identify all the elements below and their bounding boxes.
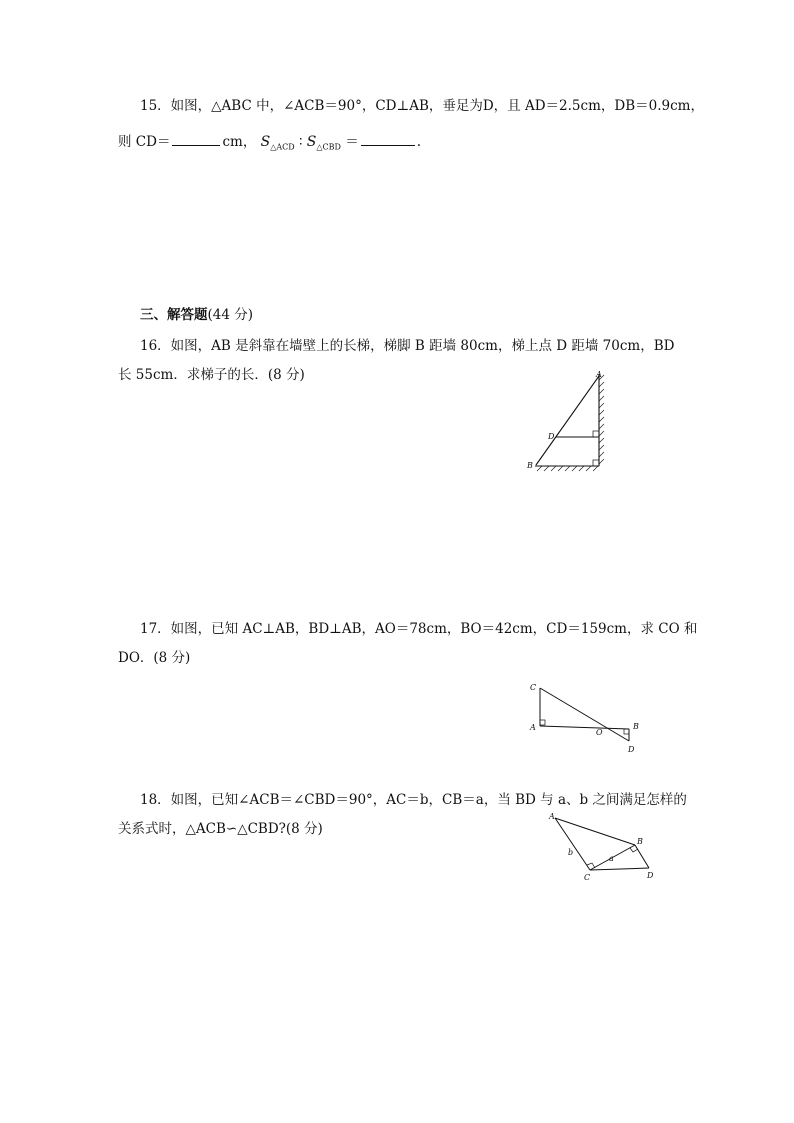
label-b: B bbox=[633, 722, 639, 731]
section-points: (44 分) bbox=[207, 307, 254, 323]
right-angle-mark-b bbox=[593, 460, 599, 466]
wall-hatching bbox=[599, 375, 604, 464]
q18-figure bbox=[545, 810, 661, 882]
label-a: A bbox=[596, 370, 602, 379]
q17-line1: 17．如图，已知 AC⊥AB，BD⊥AB，AO＝78cm，BO＝42cm，CD＝159cm，求 CO 和 bbox=[140, 621, 698, 637]
sub-acd: △ACD bbox=[270, 142, 295, 152]
right-angle-mark-d bbox=[593, 431, 599, 437]
ground-hatching bbox=[537, 466, 598, 471]
right-angle-mark-a bbox=[540, 720, 545, 725]
area-symbol-1: S bbox=[260, 134, 271, 150]
q16-ladder-diagram bbox=[520, 368, 620, 490]
q17-figure bbox=[524, 678, 648, 758]
label-a: A bbox=[530, 723, 536, 732]
q16-line1: 16．如图，AB 是斜靠在墙壁上的长梯，梯脚 B 距墙 80cm，梯上点 D 距墙 70cm，BD bbox=[140, 338, 675, 354]
q15-period: . bbox=[416, 134, 422, 150]
q18-line2: 关系式时，△ACB∽△CBD?(8 分) bbox=[118, 821, 323, 837]
label-b: B bbox=[637, 837, 643, 846]
area-symbol-2: S bbox=[306, 134, 317, 150]
label-b: B bbox=[527, 461, 533, 470]
label-side-b: b bbox=[568, 848, 574, 857]
label-side-a: a bbox=[609, 854, 614, 863]
label-d: D bbox=[548, 432, 555, 441]
sub-cbd: △CBD bbox=[316, 142, 341, 152]
label-c: C bbox=[530, 683, 537, 692]
ratio-colon: ∶ bbox=[298, 134, 303, 150]
q18-line1: 18．如图，已知∠ACB＝∠CBD＝90°，AC＝b，CB＝a，当 BD 与 a、b 之间满足怎样的 bbox=[140, 792, 687, 808]
q15-prefix: 则 CD＝ bbox=[118, 134, 171, 150]
section-heading: 三、解答题 bbox=[140, 307, 208, 323]
q15-line1: 15．如图，△ABC 中，∠ACB＝90°，CD⊥AB，垂足为D，且 AD＝2.5cm，DB＝0.9cm， bbox=[140, 98, 704, 114]
label-d: D bbox=[647, 871, 654, 880]
q16-line2: 长 55cm．求梯子的长．(8 分) bbox=[118, 367, 305, 383]
segment-ab bbox=[540, 726, 629, 729]
label-o: O bbox=[596, 728, 603, 737]
segment-ac bbox=[555, 818, 590, 870]
segment-cd bbox=[540, 688, 629, 741]
segment-cd bbox=[590, 868, 649, 870]
label-a: A bbox=[549, 812, 555, 821]
right-angle-mark-b bbox=[624, 729, 629, 734]
section-title bbox=[140, 305, 253, 325]
ratio-eq: ＝ bbox=[345, 134, 359, 150]
ladder-ab bbox=[536, 376, 599, 465]
q17-line2: DO．(8 分) bbox=[118, 650, 191, 666]
ratio-answer-blank[interactable] bbox=[361, 132, 415, 146]
cd-answer-blank[interactable] bbox=[172, 132, 220, 146]
q15-line2 bbox=[118, 132, 421, 158]
segment-bd bbox=[635, 845, 649, 868]
q15-unit: cm， bbox=[222, 134, 257, 150]
label-c: C bbox=[584, 873, 591, 882]
label-d: D bbox=[628, 745, 635, 754]
segment-ab bbox=[555, 818, 635, 845]
